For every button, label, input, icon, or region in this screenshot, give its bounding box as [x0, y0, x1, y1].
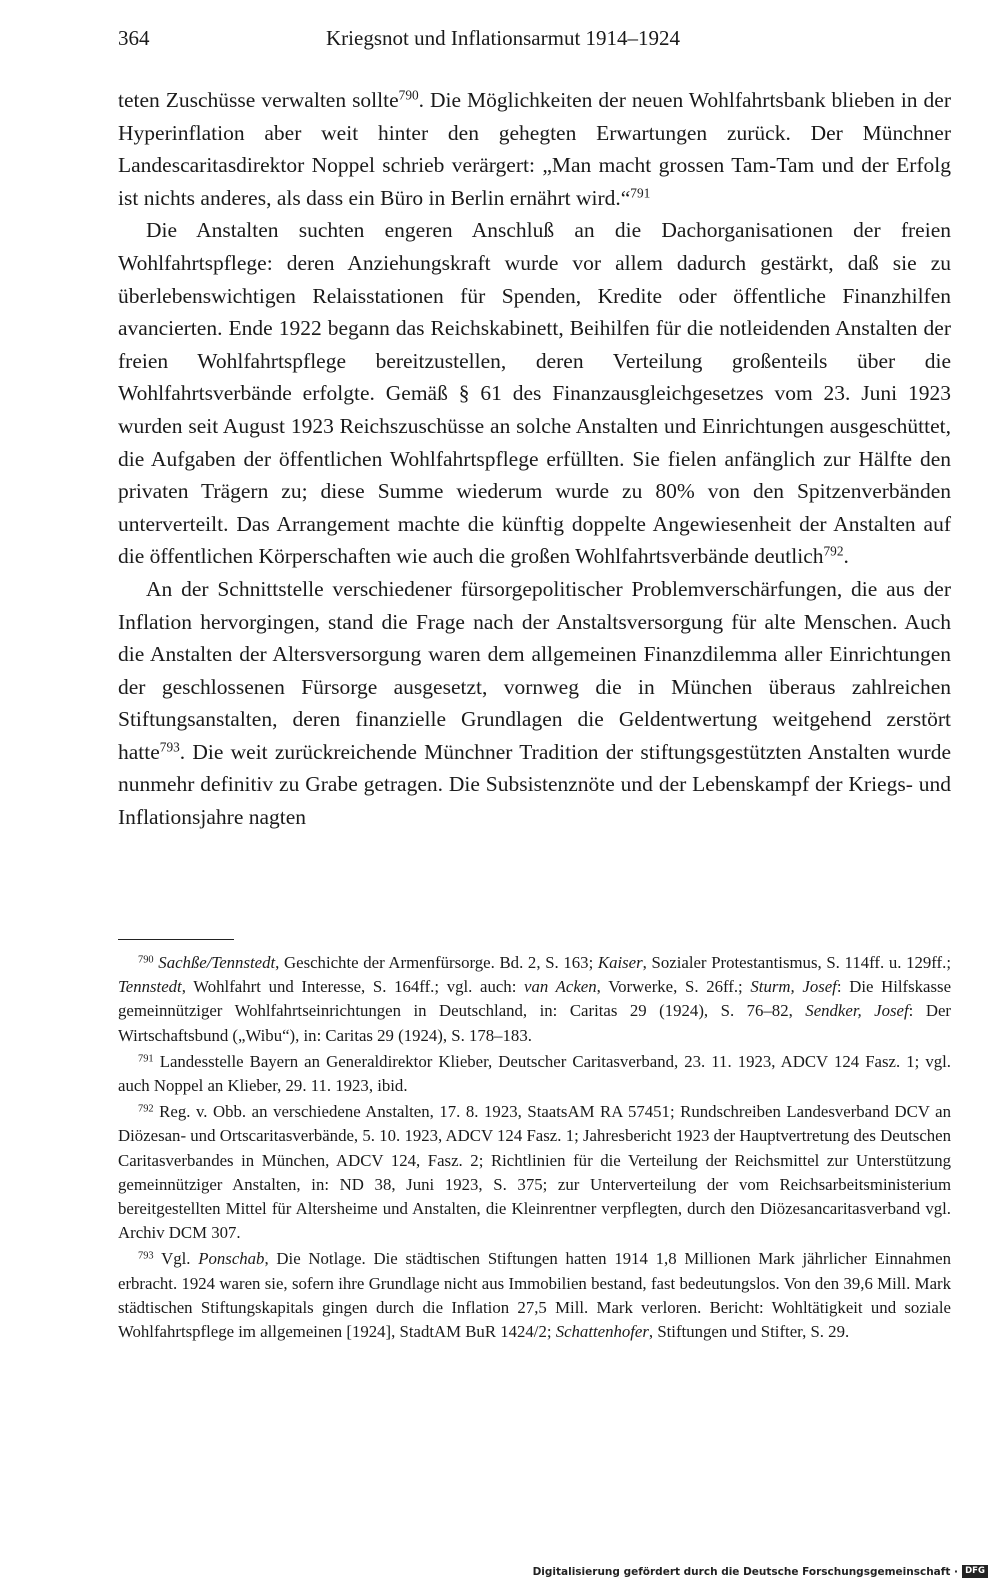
- paragraph-1: [118, 84, 951, 214]
- running-title: Kriegsnot und Inflationsarmut 1914–1924: [326, 26, 681, 50]
- text-run: . Die Möglichkeiten der neuen Wohlfahrtsbank blieben in der Hyperinflation aber weit hinter den gehegten Erwartungen zurück. Der Münchner Landescaritasdirektor Noppel schrieb verärgert: „Man macht grossen Tam-Tam und der Erfolg ist nichts anderes, als dass ein Büro in Berlin ernährt wird.“: [118, 88, 951, 210]
- text-run: , Die Notlage. Die städtischen Stiftungen hatten 1914 1,8 Millionen Mark jährlicher Einnahmen erbracht. 1924 waren sie, sofern ihre Grundlage nicht aus Immobilien bestand, fast bedeutungslos. Von den 39,6 Mill. Mark städtischen Stiftungskapitals gingen durch die Inflation 27,5 Mill. Mark verloren. Bericht: Wohltätigkeit und soziale Wohlfahrtspflege im allgemeinen [1924], StadtAM BuR 1424/2;: [118, 1249, 951, 1342]
- footnotes: [118, 951, 951, 1346]
- footnote-790: [118, 951, 951, 1048]
- page-number: 364: [118, 26, 150, 50]
- text-run: Die Anstalten suchten engeren Anschluß an die Dachorganisationen der freien Wohlfahrtspflege: deren Anziehungskraft wurde vor allem dadurch gestärkt, daß sie zu überlebenswichtigen Relaisstationen für Spenden, Kredite oder öffentliche Finanzhilfen avancierten. Ende 1922 begann das Reichskabinett, Beihilfen für die notleidenden Anstalten der freien Wohlfahrtspflege bereitzustellen, deren Verteilung großenteils über die Wohlfahrtsverbände erfolgte. Gemäß § 61 des Finanzausgleichgesetzes vom 23. Juni 1923 wurden seit August 1923 Reichszuschüsse an solche Anstalten und Einrichtungen ausgeschüttet, die Aufgaben der öffentlichen Wohlfahrtspflege erfüllten. Sie fielen anfänglich zur Hälfte den privaten Trägern zu; diese Summe wiederum wurde zu 80% von den Spitzenverbänden unterverteilt. Das Arrangement machte die künftig doppelte Angewiesenheit der Anstalten auf die öffentlichen Körperschaften wie auch die großen Wohlfahrtsverbände deutlich: [118, 218, 951, 569]
- footnote-number: 790: [138, 954, 154, 966]
- credit-text: Digitalisierung gefördert durch die Deutsche Forschungsgemeinschaft ·: [532, 1565, 958, 1578]
- text-run: , Sozialer Protestantismus, S. 114ff. u. 129ff.;: [642, 953, 951, 972]
- text-run: , Geschichte der Armenfürsorge. Bd. 2, S. 163;: [275, 953, 598, 972]
- author: Tennstedt: [118, 977, 182, 997]
- footnote-ref-790: 790: [398, 87, 419, 103]
- author: Sturm, Josef: [750, 977, 837, 997]
- main-text: [118, 84, 951, 834]
- footnote-793: [118, 1247, 951, 1344]
- digitization-credit: [533, 1565, 988, 1578]
- text-run: Vgl.: [161, 1249, 199, 1269]
- text-run: teten Zuschüsse verwalten sollte: [118, 88, 399, 112]
- footnote-ref-793: 793: [159, 739, 180, 755]
- footnote-792: [118, 1100, 951, 1245]
- paragraph-3: [118, 573, 951, 834]
- dfg-logo-icon: DFG: [962, 1565, 988, 1578]
- footnote-number: 792: [138, 1103, 154, 1115]
- text-run: , Stiftungen und Stifter, S. 29.: [648, 1322, 850, 1342]
- author: Kaiser: [597, 953, 643, 972]
- footnote-number: 793: [138, 1250, 154, 1262]
- footnote-791: [118, 1050, 951, 1098]
- text-run: : Die Hilfskasse gemeinnütziger Wohlfahrtseinrichtungen in Deutschland, in: Caritas 29 (1924), S. 76–82,: [118, 977, 952, 1021]
- footnote-number: 791: [138, 1053, 154, 1065]
- text-run: , Vorwerke, S. 26ff.;: [596, 977, 751, 997]
- text-run: , Wohlfahrt und Interesse, S. 164ff.; vgl. auch:: [181, 977, 525, 997]
- text-run: .: [843, 544, 849, 569]
- text-run: : Der Wirtschaftsbund („Wibu“), in: Caritas 29 (1924), S. 178–183.: [118, 1001, 951, 1045]
- author: Sachße/Tennstedt: [158, 953, 276, 972]
- footnote-ref-792: 792: [823, 543, 844, 559]
- paragraph-2: [118, 214, 951, 573]
- text-run: An der Schnittstelle verschiedener fürsorgepolitischer Problemverschärfungen, die aus der Inflation hervorgingen, stand die Frage nach der Anstaltsversorgung für alte Menschen. Auch die Anstalten der Altersversorgung waren dem allgemeinen Finanzdilemma aller Einrichtungen der geschlossenen Fürsorge ausgesetzt, vornweg die in München überaus zahlreichen Stiftungsanstalten, deren finanzielle Grundlagen die Geldentwertung weitgehend zerstört hatte: [118, 576, 951, 764]
- text-run: Landesstelle Bayern an Generaldirektor Klieber, Deutscher Caritasverband, 23. 11. 1923, ADCV 124 Fasz. 1; vgl. auch Noppel an Klieber, 29. 11. 1923, ibid.: [118, 1051, 951, 1096]
- author: Sendker, Josef: [805, 1001, 909, 1021]
- text-run: . Die weit zurückreichende Münchner Tradition der stiftungsgestützten Anstalten wurde nunmehr definitiv zu Grabe getragen. Die Subsistenznöte und der Lebenskampf der Kriegs- und Inflationsjahre nagten: [118, 739, 951, 830]
- author: Schattenhofer: [555, 1322, 649, 1342]
- page-header: [118, 26, 945, 58]
- text-run: Reg. v. Obb. an verschiedene Anstalten, 17. 8. 1923, StaatsAM RA 57451; Rundschreiben Landesverband DCV an Diözesan- und Ortscaritasverbände, 5. 10. 1923, ADCV 124 Fasz. 1; Jahresbericht 1923 der Hauptvertretung des Deutschen Caritasverbandes in München, ADCV 124, Fasz. 2; Richtlinien für die Verteilung der Reichsmittel zur Unterstützung gemeinnütziger Anstalten, in: ND 38, Juni 1923, S. 375; zur Unterverteilung der vom Reichsarbeitsministerium bereitgestellten Mittel für Altersheime und Anstalten, die Kleinrentner verpflegten, durch den Diözesancaritasverband vgl. Archiv DCM 307.: [118, 1102, 951, 1243]
- footnote-separator: [118, 939, 234, 940]
- author: Ponschab: [198, 1249, 265, 1269]
- author: van Acken: [524, 977, 597, 997]
- footnote-ref-791: 791: [630, 185, 651, 201]
